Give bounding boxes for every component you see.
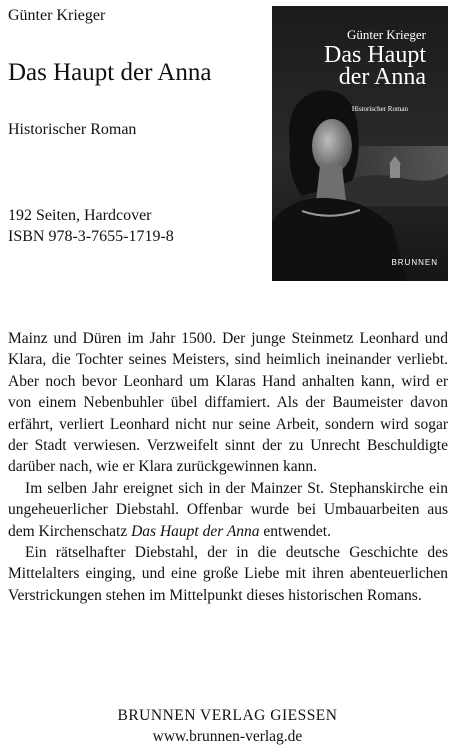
description-paragraph-1: Mainz und Düren im Jahr 1500. Der junge Steinmetz Leonhard und Klara, die Tochter seines Meisters, sind heimlich ineinander verliebt. Aber noch bevor Leonhard um Klaras Hand anhalten kann, wird er von einem Nebenbuhler übel diffamiert. Als der Baumeister davon erfährt, verliert Leonhard nicht nur seine Arbeit, sondern wird sogar der Stadt verwiesen. Verzweifelt sinnt der zu Unrecht Beschuldigte darüber nach, wie er Klara zurückgewinnen kann. xyxy=(8,330,448,476)
publisher-name: BRUNNEN VERLAG GIESSEN xyxy=(117,707,338,724)
cover-author: Günter Krieger xyxy=(346,27,426,42)
description-paragraph-2: Im selben Jahr ereignet sich in der Mainzer St. Stephanskirche ein ungeheuerlicher Diebstahl. Offenbar wurde bei Umbauarbeiten aus dem Kirchenschatz Das Haupt der Anna entwendet. xyxy=(8,479,448,540)
cover-title xyxy=(324,44,426,88)
book-pages: 192 Seiten, Hardcover xyxy=(8,207,152,224)
description-paragraph-3: Ein rätselhafter Diebstahl, der in die deutsche Geschichte des Mittelalters einging, und eine große Liebe mit ihren abenteuerlichen Verstrickungen stehen im Mittelpunkt dieses historischen Romans. xyxy=(8,544,448,604)
cover-publisher: BRUNNEN xyxy=(391,258,438,267)
cover-title-line2: der Anna xyxy=(338,64,426,90)
italic-title: Das Haupt der Anna xyxy=(131,522,260,540)
cover-genre: Historischer Roman xyxy=(351,105,408,113)
book-description xyxy=(8,328,448,606)
publisher-url[interactable]: www.brunnen-verlag.de xyxy=(152,728,303,745)
book-title: Das Haupt der Anna xyxy=(8,59,212,86)
cover-title-line1: Das Haupt xyxy=(324,42,426,68)
book-author: Günter Krieger xyxy=(8,7,106,24)
book-cover-image xyxy=(272,6,448,281)
book-specs xyxy=(8,205,174,247)
book-isbn: ISBN 978-3-7655-1719-8 xyxy=(8,228,174,245)
book-genre: Historischer Roman xyxy=(8,121,137,138)
